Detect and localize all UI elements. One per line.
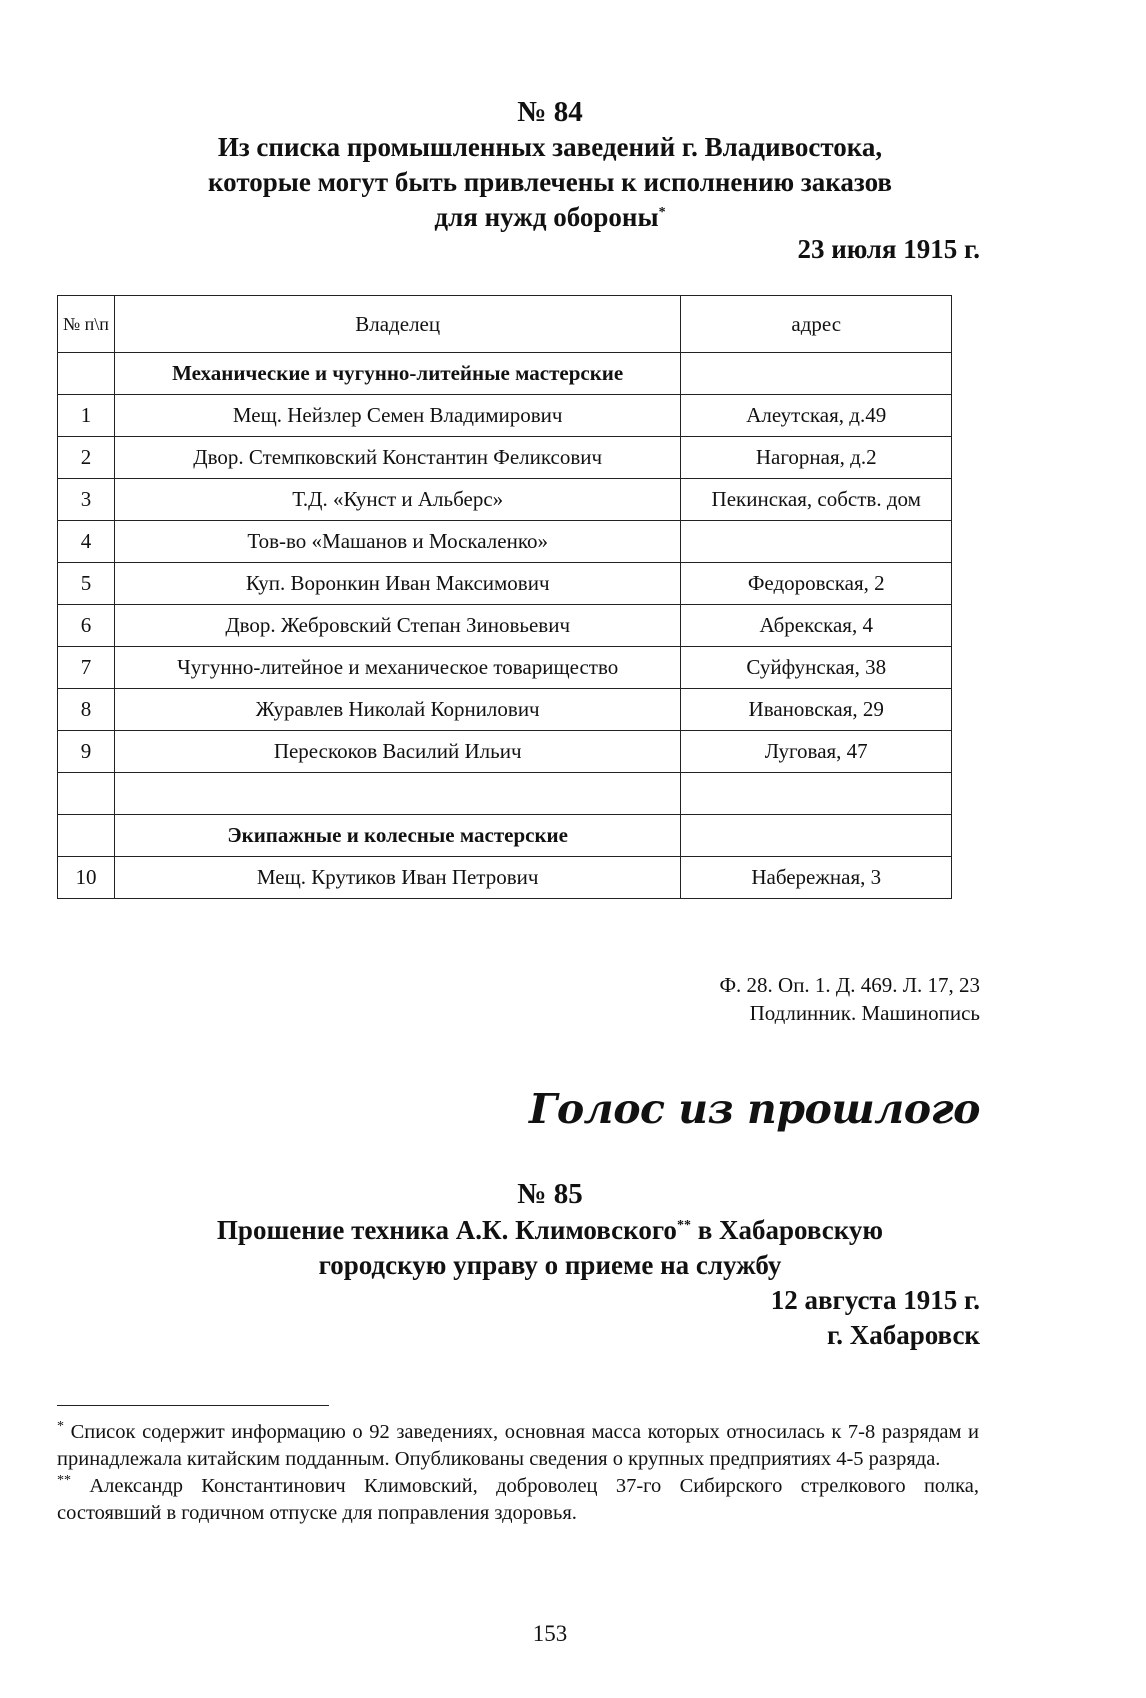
cell-owner: Мещ. Крутиков Иван Петрович [114, 857, 681, 899]
table-row [58, 731, 952, 773]
table-row [58, 395, 952, 437]
cell-num: 2 [58, 437, 115, 479]
footnote-ref-2: ** [676, 1218, 691, 1233]
header-num: № п\п [58, 296, 115, 353]
cell-address: Абрекская, 4 [681, 605, 952, 647]
cell-owner: Журавлев Николай Корнилович [114, 689, 681, 731]
doc84-title-text: для нужд обороны [434, 202, 659, 232]
footnote-text: Александр Константинович Климовский, доброволец 37-го Сибирского стрелкового полка, состоявший в годичном отпуске для поправления здоровья. [57, 1475, 979, 1524]
footnote-text: Список содержит информацию о 92 заведениях, основная масса которых относилась к 7-8 разрядам и принадлежала китайским подданным. Опубликованы сведения о крупных предприятиях 4-5 разряда. [57, 1421, 979, 1470]
cell-address: Набережная, 3 [681, 857, 952, 899]
section-title: Механические и чугунно-литейные мастерские [114, 353, 681, 395]
doc84-title-line [0, 200, 1100, 235]
footnote [57, 1419, 979, 1473]
section-row [58, 353, 952, 395]
cell-address [681, 521, 952, 563]
page-number: 153 [532, 1621, 568, 1646]
empty-row [58, 773, 952, 815]
table-row [58, 857, 952, 899]
cell-address: Луговая, 47 [681, 731, 952, 773]
footnotes [57, 1419, 979, 1527]
section-row [58, 815, 952, 857]
header-owner: Владелец [114, 296, 681, 353]
cell-owner: Т.Д. «Кунст и Альберс» [114, 479, 681, 521]
doc84-title-line: Из списка промышленных заведений г. Владивостока, [217, 132, 883, 162]
table-row [58, 437, 952, 479]
cell-owner: Двор. Жебровский Степан Зиновьевич [114, 605, 681, 647]
archive-source [719, 971, 980, 1027]
empty-cell [681, 815, 952, 857]
cell-num: 1 [58, 395, 115, 437]
doc84-date: 23 июля 1915 г. [797, 234, 980, 264]
doc85-title [0, 1213, 1100, 1283]
doc84-number: № 84 [517, 96, 583, 128]
empty-cell [58, 773, 115, 815]
cell-num: 3 [58, 479, 115, 521]
table-row [58, 647, 952, 689]
cell-owner: Тов-во «Машанов и Москаленко» [114, 521, 681, 563]
cell-address: Ивановская, 29 [681, 689, 952, 731]
table-row [58, 479, 952, 521]
doc85-place: г. Хабаровск [826, 1320, 980, 1350]
doc84-title [0, 130, 1100, 235]
cell-num: 7 [58, 647, 115, 689]
doc85-title-text: Прошение техника А.К. Климовского [216, 1215, 677, 1245]
empty-cell [681, 353, 952, 395]
cell-owner: Мещ. Нейзлер Семен Владимирович [114, 395, 681, 437]
cell-num: 6 [58, 605, 115, 647]
empty-cell [681, 773, 952, 815]
cell-num: 5 [58, 563, 115, 605]
footnote [57, 1473, 979, 1527]
archive-reference: Ф. 28. Оп. 1. Д. 469. Л. 17, 23 [719, 973, 980, 997]
cell-address: Пекинская, собств. дом [681, 479, 952, 521]
document-type: Подлинник. Машинопись [749, 1001, 980, 1025]
empty-cell [58, 353, 115, 395]
series-title: Голос из прошлого [529, 1085, 980, 1133]
doc85-date: 12 августа 1915 г. [770, 1285, 980, 1315]
empty-cell [114, 773, 681, 815]
table-row [58, 521, 952, 563]
section-title: Экипажные и колесные мастерские [114, 815, 681, 857]
cell-owner: Чугунно-литейное и механическое товарищество [114, 647, 681, 689]
doc85-title-line: городскую управу о приеме на службу [318, 1250, 782, 1280]
table-row [58, 689, 952, 731]
table-row [58, 605, 952, 647]
table-row [58, 563, 952, 605]
footnote-divider [57, 1405, 329, 1406]
cell-owner: Двор. Стемпковский Константин Феликсович [114, 437, 681, 479]
doc85-title-line [0, 1213, 1100, 1248]
table-header-row [58, 296, 952, 353]
footnote-mark: ** [57, 1473, 71, 1489]
doc85-title-text: в Хабаровскую [690, 1215, 884, 1245]
cell-address: Алеутская, д.49 [681, 395, 952, 437]
footnote-mark: * [57, 1419, 64, 1435]
doc85-number: № 85 [517, 1178, 583, 1210]
empty-cell [58, 815, 115, 857]
cell-owner: Куп. Воронкин Иван Максимович [114, 563, 681, 605]
cell-num: 9 [58, 731, 115, 773]
footnote-ref-1: * [658, 205, 666, 220]
cell-owner: Перескоков Василий Ильич [114, 731, 681, 773]
header-address: адрес [681, 296, 952, 353]
doc84-title-line: которые могут быть привлечены к исполнению заказов [207, 167, 892, 197]
doc85-date-place [771, 1283, 980, 1353]
cell-address: Федоровская, 2 [681, 563, 952, 605]
enterprises-table [57, 295, 952, 899]
cell-num: 8 [58, 689, 115, 731]
cell-num: 10 [58, 857, 115, 899]
cell-num: 4 [58, 521, 115, 563]
cell-address: Нагорная, д.2 [681, 437, 952, 479]
cell-address: Суйфунская, 38 [681, 647, 952, 689]
